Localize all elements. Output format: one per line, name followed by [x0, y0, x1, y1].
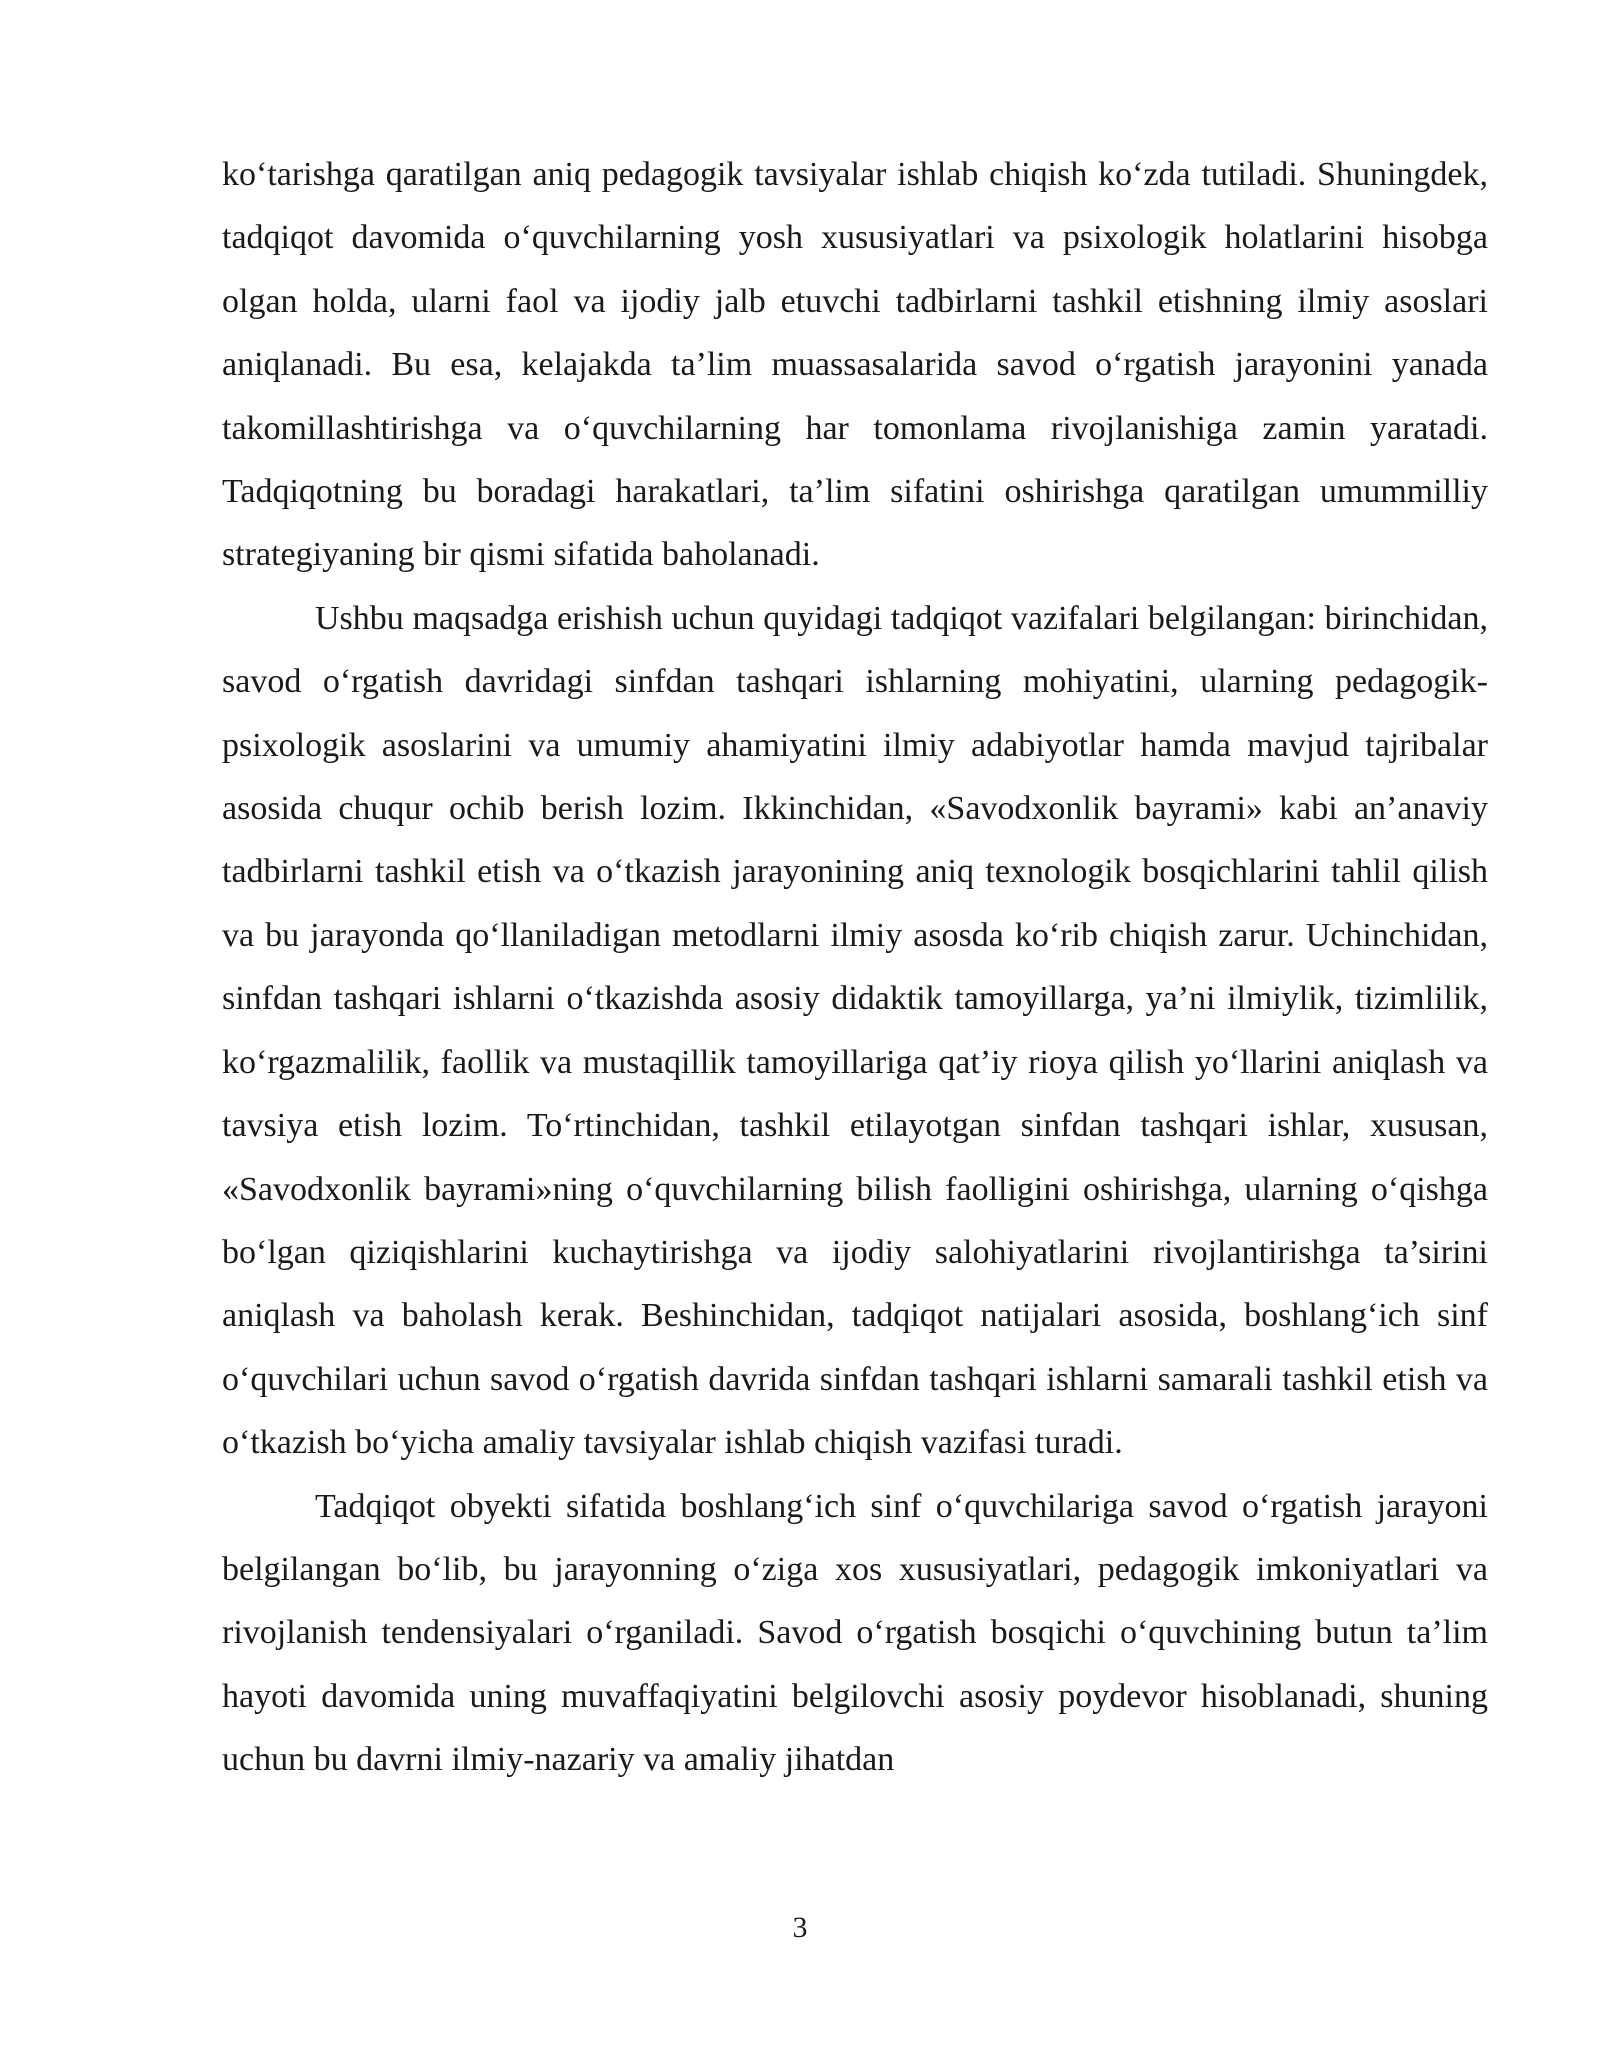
body-text — [222, 143, 1488, 1792]
paragraph-2: Ushbu maqsadga erishish uchun quyidagi tadqiqot vazifalari belgilangan: birinchidan, savod o‘rgatish davridagi sinfdan tashqari ishlarning mohiyatini, ularning pedagogik-psixologik asoslarini va umumiy ahamiyatini ilmiy adabiyotlar hamda mavjud tajribalar asosida chuqur ochib berish lozim. Ikkinchidan, «Savodxonlik bayrami» kabi an’anaviy tadbirlarni tashkil etish va o‘tkazish jarayonining aniq texnologik bosqichlarini tahlil qilish va bu jarayonda qo‘llaniladigan metodlarni ilmiy asosda ko‘rib chiqish zarur. Uchinchidan, sinfdan tashqari ishlarni o‘tkazishda asosiy didaktik tamoyillarga, ya’ni ilmiylik, tizimlilik, ko‘rgazmalilik, faollik va mustaqillik tamoyillariga qat’iy rioya qilish yo‘llarini aniqlash va tavsiya etish lozim. To‘rtinchidan, tashkil etilayotgan sinfdan tashqari ishlar, xususan, «Savodxonlik bayrami»ning o‘quvchilarning bilish faolligini oshirishga, ularning o‘qishga bo‘lgan qiziqishlarini kuchaytirishga va ijodiy salohiyatlarini rivojlantirishga ta’sirini aniqlash va baholash kerak. Beshinchidan, tadqiqot natijalari asosida, boshlang‘ich sinf o‘quvchilari uchun savod o‘rgatish davrida sinfdan tashqari ishlarni samarali tashkil etish va o‘tkazish bo‘yicha amaliy tavsiyalar ishlab chiqish vazifasi turadi. — [222, 599, 1488, 1462]
paragraph-3: Tadqiqot obyekti sifatida boshlang‘ich sinf o‘quvchilariga savod o‘rgatish jarayoni belgilangan bo‘lib, bu jarayonning o‘ziga xos xususiyatlari, pedagogik imkoniyatlari va rivojlanish tendensiyalari o‘rganiladi. Savod o‘rgatish bosqichi o‘quvchining butun ta’lim hayoti davomida uning muvaffaqiyatini belgilovchi asosiy poydevor hisoblanadi, shuning uchun bu davrni ilmiy-nazariy va amaliy jihatdan — [222, 1487, 1488, 1779]
page-number: 3 — [792, 1911, 808, 1944]
paragraph-1: ko‘tarishga qaratilgan aniq pedagogik tavsiyalar ishlab chiqish ko‘zda tutiladi. Shuningdek, tadqiqot davomida o‘quvchilarning yosh xususiyatlari va psixologik holatlarini hisobga olgan holda, ularni faol va ijodiy jalb etuvchi tadbirlarni tashkil etishning ilmiy asoslari aniqlanadi. Bu esa, kelajakda ta’lim muassasalarida savod o‘rgatish jarayonini yanada takomillashtirishga va o‘quvchilarning har tomonlama rivojlanishiga zamin yaratadi. Tadqiqotning bu boradagi harakatlari, ta’lim sifatini oshirishga qaratilgan umummilliy strategiyaning bir qismi sifatida baholanadi. — [222, 156, 1488, 574]
